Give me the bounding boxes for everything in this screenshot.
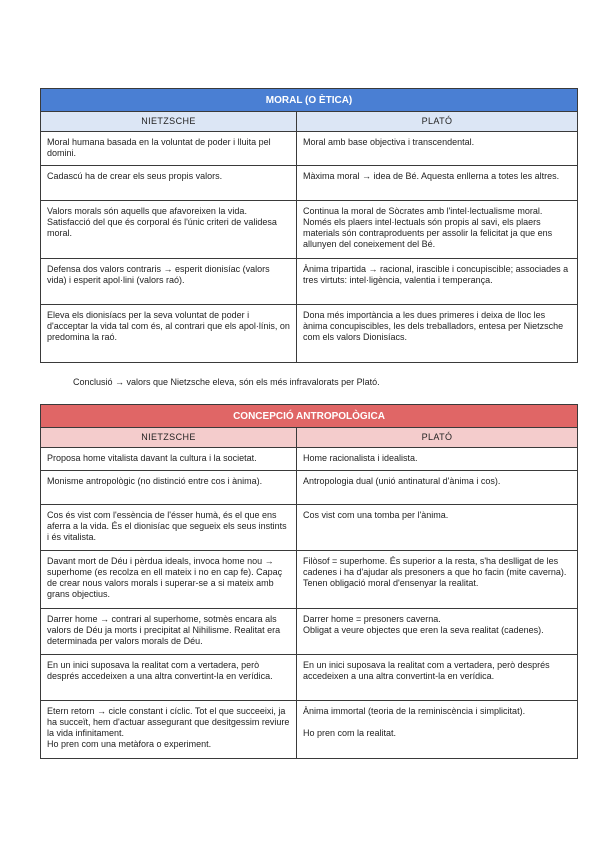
moral-header-nietzsche: NIETZSCHE: [41, 112, 297, 132]
anthropology-cell-nietzsche: Davant mort de Déu i pèrdua ideals, invoca home nou → superhome (es recolza en ell mateix i no en cap fe). Capaç de crear nous valors morals i superar-se a si mateix amb grans objectius.: [41, 551, 297, 609]
moral-cell-plato: Ànima tripartida → racional, irascible i concupiscible; associades a tres virtuts: intel·ligència, valentia i temperança.: [297, 259, 578, 305]
table-row: [41, 471, 578, 505]
table-row: [41, 609, 578, 655]
table-row: [41, 655, 578, 701]
moral-cell-nietzsche: Valors morals són aquells que afavoreixen la vida. Satisfacció del que és corporal és l'únic criteri de validesa moral.: [41, 201, 297, 259]
table-row: [41, 132, 578, 166]
moral-cell-plato: Màxima moral → idea de Bé. Aquesta enllerna a totes les altres.: [297, 166, 578, 201]
table-row: [41, 448, 578, 471]
moral-table-title: MORAL (O ÈTICA): [41, 89, 578, 112]
anthropology-cell-plato: Cos vist com una tomba per l'ànima.: [297, 505, 578, 551]
table-row: [41, 166, 578, 201]
moral-header-plato: PLATÓ: [297, 112, 578, 132]
table-row: [41, 701, 578, 759]
anthropology-cell-plato: Filòsof = superhome. És superior a la resta, s'ha deslligat de les cadenes i ha d'ajudar als presoners a que ho facin (mite caverna). Tenen obligació moral d'ensenyar la realitat.: [297, 551, 578, 609]
table-row: [41, 305, 578, 363]
conclusion-text: Conclusió → valors que Nietzsche eleva, són els més infravalorats per Plató.: [73, 377, 380, 387]
table-row: [41, 551, 578, 609]
moral-cell-plato: Moral amb base objectiva i transcendental.: [297, 132, 578, 166]
anthropology-cell-plato: Darrer home = presoners caverna. Obligat a veure objectes que eren la seva realitat (cadenes).: [297, 609, 578, 655]
anthropology-cell-plato: Home racionalista i idealista.: [297, 448, 578, 471]
moral-cell-plato: Continua la moral de Sòcrates amb l'intel·lectualisme moral. Només els plaers intel·lectuals són propis al savi, els plaers materials són contraproduents per assolir la felicitat ja que ens allunyen del coneixement del Bé.: [297, 201, 578, 259]
moral-cell-plato: Dona més importància a les dues primeres i deixa de lloc les ànima concupiscibles, les dels treballadors, entesa per Nietzsche com els valors Dionisíacs.: [297, 305, 578, 363]
table-row: [41, 201, 578, 259]
anthropology-cell-plato: Antropologia dual (unió antinatural d'ànima i cos).: [297, 471, 578, 505]
anthropology-cell-nietzsche: Proposa home vitalista davant la cultura i la societat.: [41, 448, 297, 471]
anthropology-cell-plato: En un inici suposava la realitat com a vertadera, però després accedeixen a una altra convertint-la en verídica.: [297, 655, 578, 701]
table-row: [41, 259, 578, 305]
moral-cell-nietzsche: Cadascú ha de crear els seus propis valors.: [41, 166, 297, 201]
moral-cell-nietzsche: Eleva els dionisíacs per la seva voluntat de poder i d'acceptar la vida tal com és, al contrari que els apol·línis, on predomina la raó.: [41, 305, 297, 363]
anthropology-header-plato: PLATÓ: [297, 428, 578, 448]
anthropology-table-title: CONCEPCIÓ ANTROPOLÒGICA: [41, 405, 578, 428]
anthropology-table: [40, 404, 578, 759]
anthropology-cell-nietzsche: En un inici suposava la realitat com a vertadera, però després accedeixen a una altra convertint-la en verídica.: [41, 655, 297, 701]
moral-table: [40, 88, 578, 363]
anthropology-cell-nietzsche: Darrer home → contrari al superhome, sotmès encara als valors de Déu ja morts i precipitat al Nihilisme. Realitat era determinada per valors morals de Déu.: [41, 609, 297, 655]
moral-cell-nietzsche: Defensa dos valors contraris → esperit dionisíac (valors vida) i esperit apol·lini (valors raó).: [41, 259, 297, 305]
moral-cell-nietzsche: Moral humana basada en la voluntat de poder i lluita pel domini.: [41, 132, 297, 166]
anthropology-cell-nietzsche: Etern retorn → cicle constant i cíclic. Tot el que succeeixi, ja ha succeït, hem d'actuar assegurant que desitgessim reviure la vida infinitament. Ho pren com una metàfora o experiment.: [41, 701, 297, 759]
anthropology-header-nietzsche: NIETZSCHE: [41, 428, 297, 448]
anthropology-cell-nietzsche: Monisme antropològic (no distinció entre cos i ànima).: [41, 471, 297, 505]
anthropology-cell-nietzsche: Cos és vist com l'essència de l'ésser humà, és el que ens aferra a la vida. És el dionisíac que segueix els seus instints i és vitalista.: [41, 505, 297, 551]
anthropology-cell-plato: Ànima immortal (teoria de la reminiscència i simplicitat). Ho pren com la realitat.: [297, 701, 578, 759]
table-row: [41, 505, 578, 551]
